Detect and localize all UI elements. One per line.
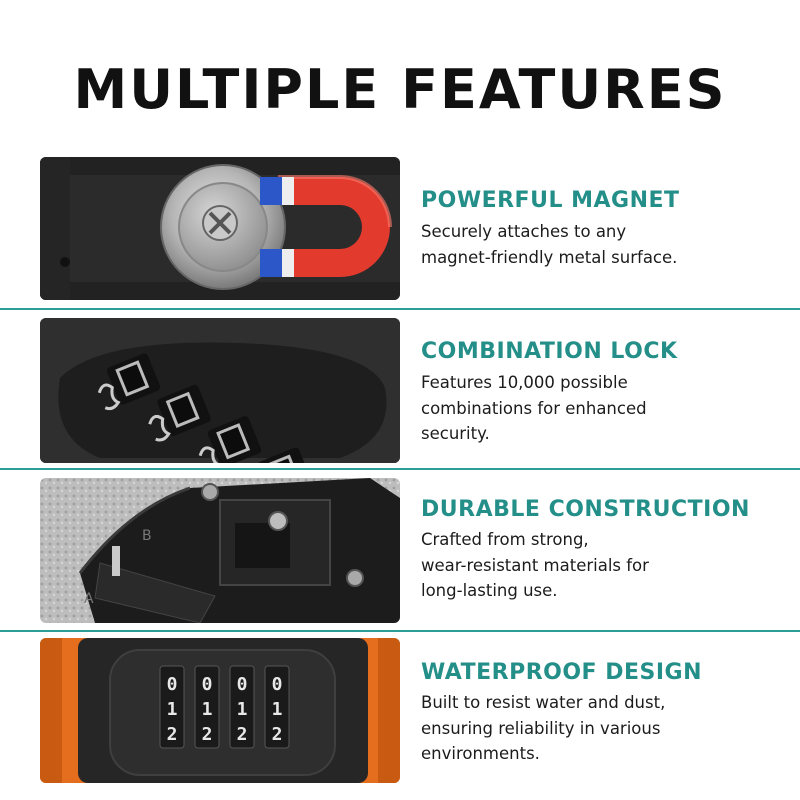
photo-label-a: A	[84, 591, 94, 607]
dial-digit: 1	[201, 699, 213, 720]
orange-lockbox-photo	[40, 638, 400, 783]
dial-digit: 0	[236, 674, 248, 695]
description-line: Crafted from strong,	[421, 530, 589, 549]
dial-digit: 2	[201, 724, 213, 745]
description-line: security.	[421, 424, 490, 443]
description-line: Features 10,000 possible	[421, 373, 628, 392]
dial-digit: 2	[271, 724, 283, 745]
photo-label-b: B	[142, 528, 152, 544]
feature-title-combination-lock: COMBINATION LOCK	[421, 339, 678, 364]
description-line: Securely attaches to any	[421, 222, 627, 241]
section-divider	[0, 630, 800, 632]
feature-description-waterproof-design	[421, 690, 781, 767]
dial-digit: 0	[271, 674, 283, 695]
feature-title-durable-construction: DURABLE CONSTRUCTION	[421, 497, 750, 522]
feature-description-magnet	[421, 219, 781, 270]
page-title: MULTIPLE FEATURES	[73, 58, 727, 121]
description-line: magnet-friendly metal surface.	[421, 247, 678, 267]
description-line: environments.	[421, 744, 540, 763]
description-line: combinations for enhanced	[421, 398, 647, 418]
dial-digit: 1	[271, 699, 283, 720]
magnet-photo	[40, 157, 400, 300]
section-divider	[0, 308, 800, 310]
description-line: wear-resistant materials for	[421, 555, 649, 575]
combination-dial-photo	[40, 318, 400, 463]
dial-digit: 0	[166, 674, 178, 695]
feature-title-waterproof-design: WATERPROOF DESIGN	[421, 660, 703, 685]
feature-title-magnet: POWERFUL MAGNET	[421, 188, 680, 213]
dial-digit: 1	[236, 699, 248, 720]
description-line: long-lasting use.	[421, 581, 558, 600]
description-line: Built to resist water and dust,	[421, 693, 666, 712]
dial-digit: 0	[201, 674, 213, 695]
feature-description-durable-construction	[421, 527, 781, 604]
latch-mechanism-photo	[40, 478, 400, 623]
dial-digit: 1	[166, 699, 178, 720]
dial-digit: 2	[166, 724, 178, 745]
feature-description-combination-lock	[421, 370, 781, 447]
description-line: ensuring reliability in various	[421, 718, 661, 738]
dial-digit: 2	[236, 724, 248, 745]
section-divider	[0, 468, 800, 470]
